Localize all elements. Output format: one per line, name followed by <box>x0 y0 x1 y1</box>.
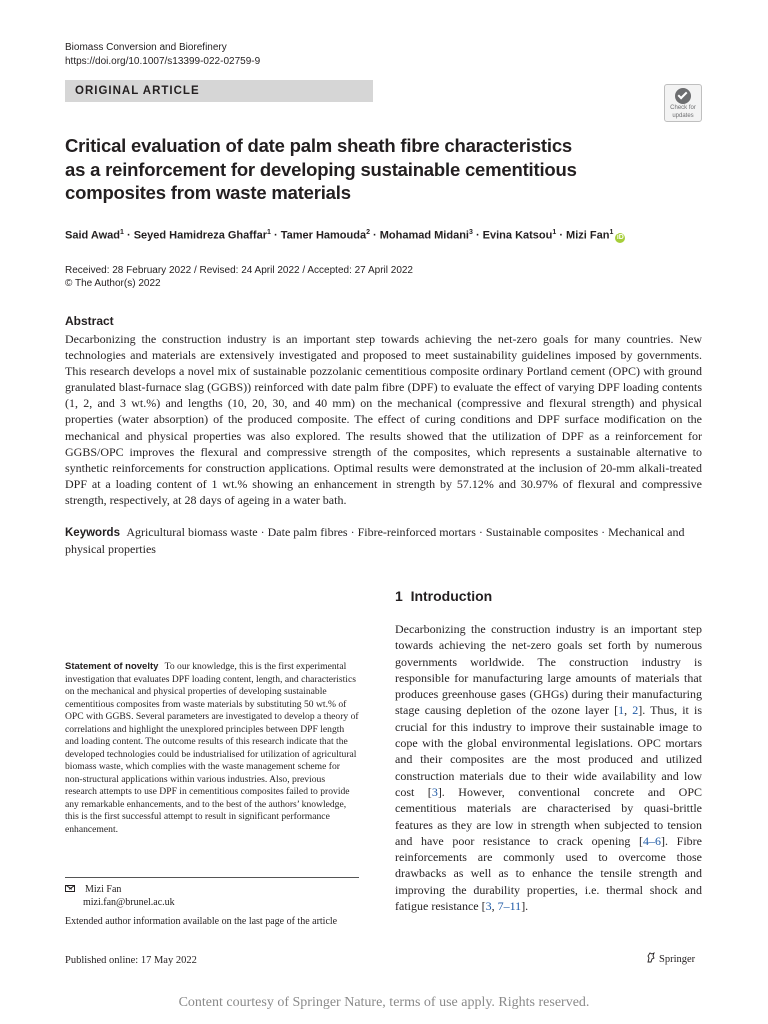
author-separator: · <box>270 229 281 242</box>
intro-text: ]. Fibre reinforcements are commonly used to overcome those drawbacks as well as to enhance the tensile strength and improving the durability properties, i.e. thermal shock and fatigue resistance [ <box>395 833 703 914</box>
keywords-block <box>65 524 702 557</box>
author-name[interactable]: Seyed Hamidreza Ghaffar <box>133 229 267 242</box>
intro-text: ]. Thus, it is crucial for this industry to improve their sustainable image to cope with the global environmental legislations. OPC mortars and their composites are the most produced and utilized construction materials due to their wide availability and low cost [ <box>395 703 703 799</box>
intro-text: , <box>491 899 498 914</box>
author-separator: · <box>472 229 483 242</box>
section-number: 1 <box>395 588 403 604</box>
check-updates-line-1: Check for <box>670 105 696 111</box>
keywords-text: Agricultural biomass waste · Date palm fibres · Fibre-reinforced mortars · Sustainable composites · Mechanical and physical properties <box>65 525 685 557</box>
citation-link[interactable]: 1 <box>618 703 625 718</box>
author-affiliation: 1 <box>609 229 614 236</box>
abstract-heading: Abstract <box>65 314 114 328</box>
author-list <box>65 226 625 243</box>
envelope-icon <box>65 885 75 892</box>
intro-text: Decarbonizing the construction industry is an important step towards achieving the net-zero goals set forth by numerous governments worldwide. The construction industry is responsible for manufacturing large amounts of materials that produces greenhouse gases (GHGs) during their manufacturing stage causing depletion of the ozone layer [ <box>395 622 702 718</box>
intro-text: ]. <box>521 899 529 914</box>
section-heading-introduction <box>395 587 492 605</box>
journal-name: Biomass Conversion and Biorefinery <box>65 42 227 53</box>
check-for-updates-icon[interactable] <box>664 84 702 122</box>
publisher-logo <box>646 952 695 967</box>
author-name[interactable]: Tamer Hamouda <box>280 229 367 242</box>
author-affiliation: 1 <box>552 229 557 236</box>
citation-link[interactable]: 3 <box>431 784 438 799</box>
novelty-text: To our knowledge, this is the first experimental investigation that evaluates DPF loading content, length, and characteristics on the mechanical and physical properties of developing sustainable cementitious composites from waste materials by substituting 50 wt.% of OPC with GGBS. Several parameters are investigated to develop a theory of correlations and highlight the unexplored principles between DPF length and loading content. The outcome results of this research indicate that the developed technologies could be industrialised for utilization of agricultural biomass waste, which complies with the waste management scheme for non-structural applications within various industries. Also, previous research attempts to use DPF in cementitious composites failed to provide any remarkable enhancements, and to the best of the authors’ knowledge, this is the first successful attempt to result in significant performance enhancement. <box>65 661 359 835</box>
citation-link[interactable]: 3 <box>485 899 492 914</box>
author-affiliation: 1 <box>267 229 271 236</box>
author-affiliation: 2 <box>366 229 370 236</box>
author-name[interactable]: Said Awad <box>65 229 121 242</box>
corresponding-author-email[interactable]: mizi.fan@brunel.ac.uk <box>83 897 175 908</box>
footnote-divider <box>65 877 359 878</box>
doi-link[interactable]: https://doi.org/10.1007/s13399-022-02759-9 <box>65 56 261 67</box>
courtesy-notice: Content courtesy of Springer Nature, terms of use apply. Rights reserved. <box>178 995 590 1010</box>
abstract-text: Decarbonizing the construction industry is an important step towards achieving the net-zero goals for many countries. New technologies and materials are extensively investigated and proposed to meet sustainability guidelines imposed by governments. This research develops a novel mix of sustainable pozzolanic cementitious composite ordinary Portland cement (OPC) with ground granulated blast-furnace slag (GGBS)) reinforced with date palm fibre (DPF) to evaluate the effect of varying DPF loading contents (1, 2, and 3 wt.%) and lengths (10, 20, 30, and 40 mm) on the mechanical (compressive and flexural strength) and physical properties (water absorption) of the produced composite. The effect of curing conditions and DPF surface modification on the mechanical and physical properties was also explored. The results showed that the utilization of DPF as a reinforcement for GGBS/OPC improves the flexural and compressive strength of the composites, which represents a sustainable alternative to synthetic reinforcements for construction applications. Optimal results were demonstrated at the inclusion of 20-mm alkali-treated DPF at a loading content of 1 wt.% showing an enhancement in strength by 57.12% and 30.97% of flexural and compressive strength, respectively, at 28 days of ageing in a water bath. <box>65 332 702 507</box>
check-updates-line-2: updates <box>672 113 694 119</box>
author-separator: · <box>369 229 380 242</box>
springer-horse-icon <box>646 952 656 963</box>
author-separator: · <box>556 229 567 242</box>
article-type-banner: ORIGINAL ARTICLE <box>65 80 373 102</box>
keywords-label: Keywords <box>65 527 120 539</box>
author-name[interactable]: Evina Katsou <box>482 229 553 242</box>
section-title: Introduction <box>410 588 493 604</box>
novelty-label: Statement of novelty <box>65 661 159 672</box>
citation-link[interactable]: 2 <box>632 703 639 718</box>
author-separator: · <box>123 229 134 242</box>
corresponding-author-name: Mizi Fan <box>85 884 122 895</box>
copyright-notice: © The Author(s) 2022 <box>65 278 161 289</box>
article-title: Critical evaluation of date palm sheath fibre characteristics as a reinforcement for developing sustainable cementitious composites from waste materials <box>65 135 577 203</box>
introduction-paragraph <box>395 621 702 914</box>
extended-author-info: Extended author information available on the last page of the article <box>65 916 338 927</box>
publisher-name: Springer <box>659 954 696 965</box>
author-name[interactable]: Mizi Fan <box>566 229 610 242</box>
author-affiliation: 1 <box>120 229 124 236</box>
published-date: Published online: 17 May 2022 <box>65 955 197 966</box>
corresponding-author <box>65 883 121 896</box>
statement-of-novelty <box>65 661 359 836</box>
article-dates: Received: 28 February 2022 / Revised: 24 April 2022 / Accepted: 27 April 2022 <box>65 265 413 276</box>
intro-text: ]. However, conventional concrete and OPC cementitious materials are characterised by quasi-brittle features as they are low in strength when subjected to tension and have poor resistance to crack opening [ <box>395 784 703 848</box>
intro-text: , <box>624 703 633 718</box>
author-name[interactable]: Mohamad Midani <box>379 229 469 242</box>
author-affiliation: 3 <box>468 229 473 236</box>
citation-link[interactable]: 7–11 <box>497 899 522 914</box>
orcid-icon[interactable]: iD <box>616 233 624 241</box>
citation-link[interactable]: 4–6 <box>643 833 661 848</box>
